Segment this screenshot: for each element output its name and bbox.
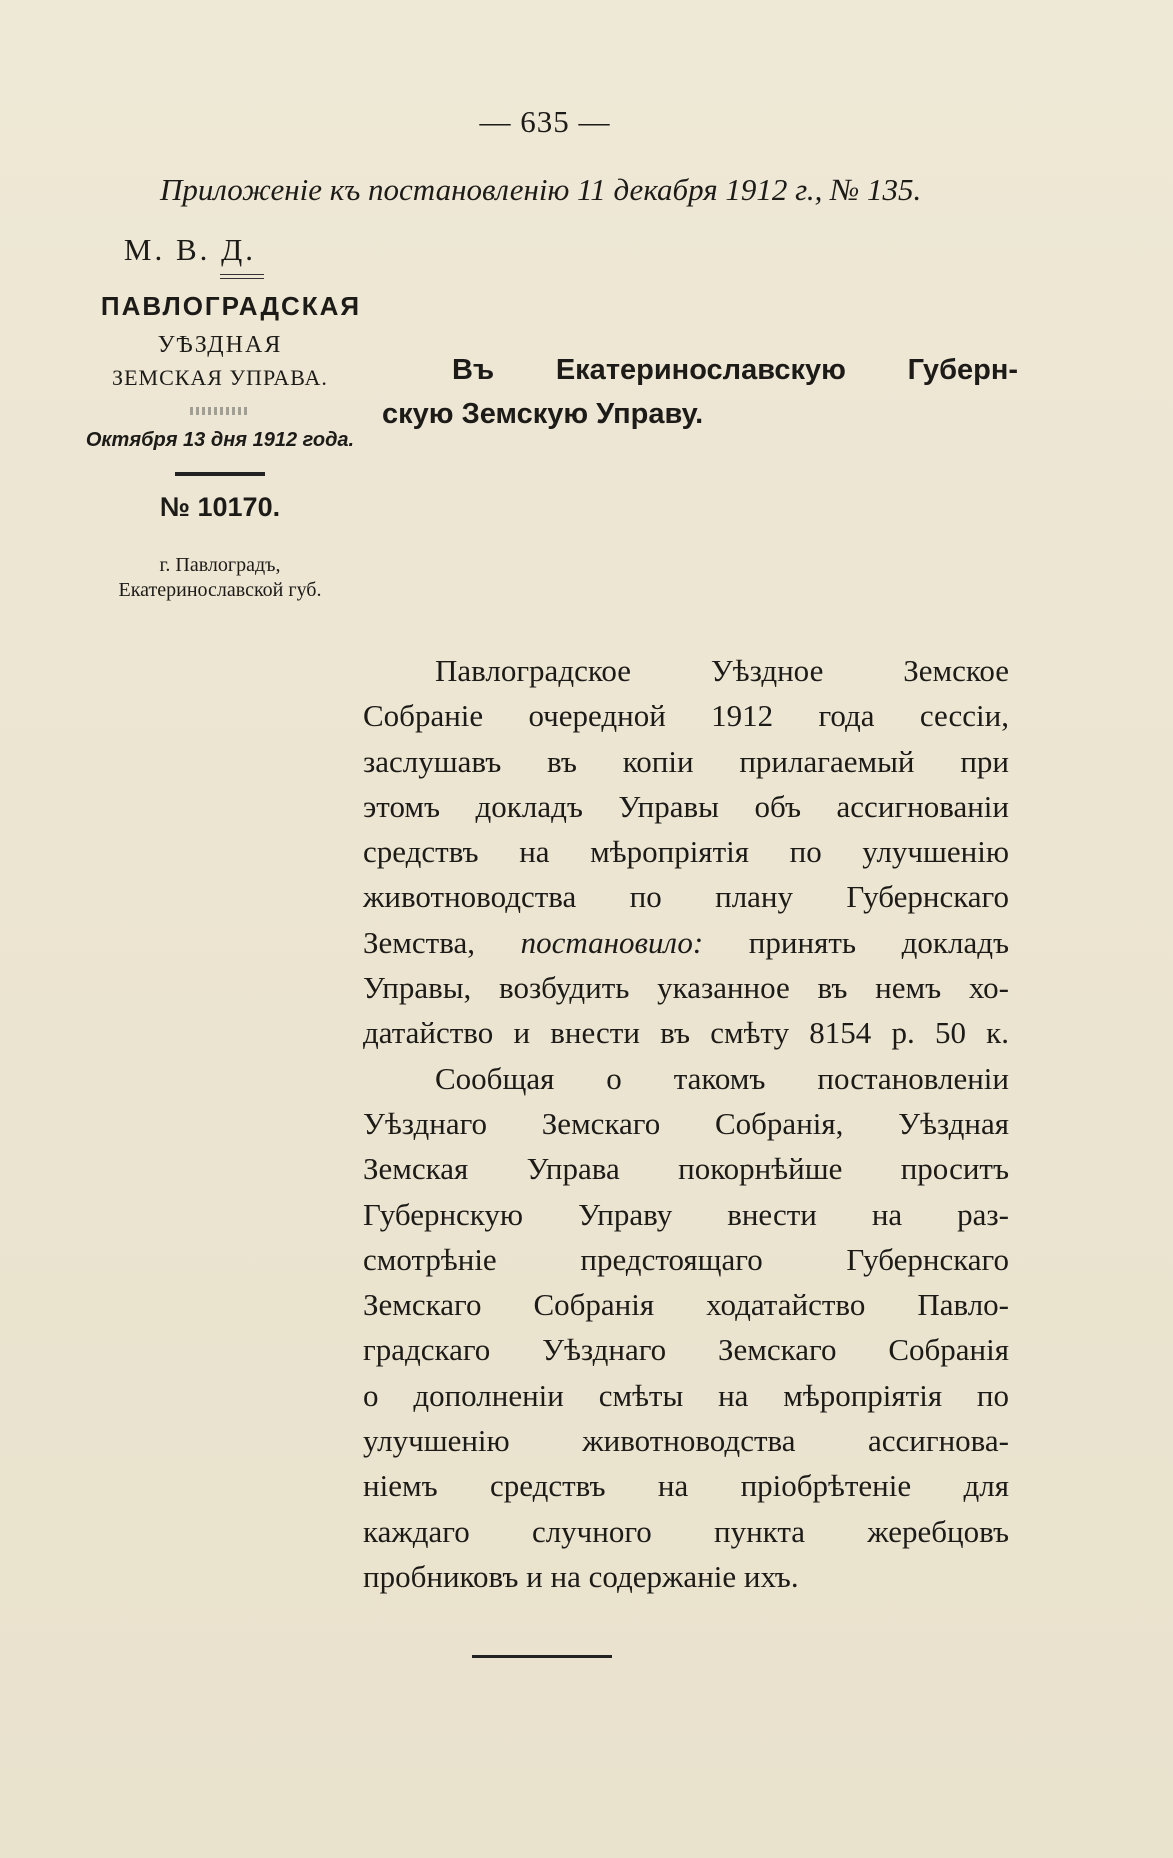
body-line: этомъ докладъ Управы объ ассигнованіи xyxy=(363,788,1009,824)
org-subtitle-1: УѢЗДНАЯ xyxy=(157,332,283,358)
body-line: Губернскую Управу внести на раз- xyxy=(363,1196,1009,1232)
org-name: ПАВЛОГРАДСКАЯ xyxy=(100,291,362,321)
body-line: Земскаго Собранія ходатайство Павло- xyxy=(363,1287,1009,1323)
body-line: Уѣзднаго Земскаго Собранія, Уѣздная xyxy=(363,1105,1009,1141)
body-line: Сообщая о такомъ постановленіи xyxy=(435,1060,1009,1096)
body-line: пробниковъ и на содержаніе ихъ. xyxy=(363,1558,799,1594)
body-line: Земская Управа покорнѣйше проситъ xyxy=(363,1151,1009,1187)
body-line: смотрѣніе предстоящаго Губернскаго xyxy=(363,1241,1009,1277)
place-line: Екатеринославской губ. xyxy=(118,579,322,601)
addressee-block xyxy=(382,348,1018,436)
ministry-label: М. В. Д. xyxy=(123,232,257,267)
body-line: о дополненіи смѣты на мѣропріятія по xyxy=(363,1377,1009,1413)
wavy-divider xyxy=(190,407,250,415)
body-line: улучшенію животноводства ассигнова- xyxy=(363,1423,1009,1459)
body-line: датайство и внести въ смѣту 8154 р. 50 к. xyxy=(363,1015,1009,1051)
place-line: г. Павлоградъ, xyxy=(159,554,281,576)
bottom-divider xyxy=(472,1655,612,1658)
appendix-line: Приложеніе къ постановленію 11 декабря 1912 г., № 135. xyxy=(160,172,922,207)
body-line: Собраніе очередной 1912 года сессіи, xyxy=(363,698,1009,734)
body-line: Павлоградское Уѣздное Земское xyxy=(435,653,1009,688)
letter-date: Октября 13 дня 1912 года. xyxy=(85,429,355,451)
body-text-fragment: принять докладъ xyxy=(748,924,1009,960)
thick-divider xyxy=(175,472,265,476)
sender-block xyxy=(60,232,380,603)
body-line-mixed xyxy=(363,920,1009,965)
body-line: Управы, возбудить указанное въ немъ хо- xyxy=(363,970,1009,1006)
body-line: средствъ на мѣропріятія по улучшенію xyxy=(363,834,1009,870)
document-number: № 10170. xyxy=(159,492,281,522)
addressee-line: скую Земскую Управу. xyxy=(382,398,704,430)
sender-place xyxy=(60,553,380,603)
body-line: животноводства по плану Губернскаго xyxy=(363,879,1009,915)
org-subtitle-2: ЗЕМСКАЯ УПРАВА. xyxy=(112,365,328,390)
small-divider xyxy=(220,274,264,279)
body-line: ніемъ средствъ на пріобрѣтеніе для xyxy=(363,1468,1009,1504)
body-line: заслушавъ въ копіи прилагаемый при xyxy=(363,743,1009,779)
emphasized-word: постановило: xyxy=(520,924,704,960)
body-line: градскаго Уѣзднаго Земскаго Собранія xyxy=(363,1332,1009,1368)
body-text-fragment: Земства, xyxy=(363,924,475,960)
page-number: — 635 — xyxy=(479,104,611,139)
addressee-line: Въ Екатеринославскую Губерн- xyxy=(452,354,1018,386)
letter-body xyxy=(363,648,1009,1599)
body-line: каждаго случного пункта жеребцовъ xyxy=(363,1513,1009,1549)
